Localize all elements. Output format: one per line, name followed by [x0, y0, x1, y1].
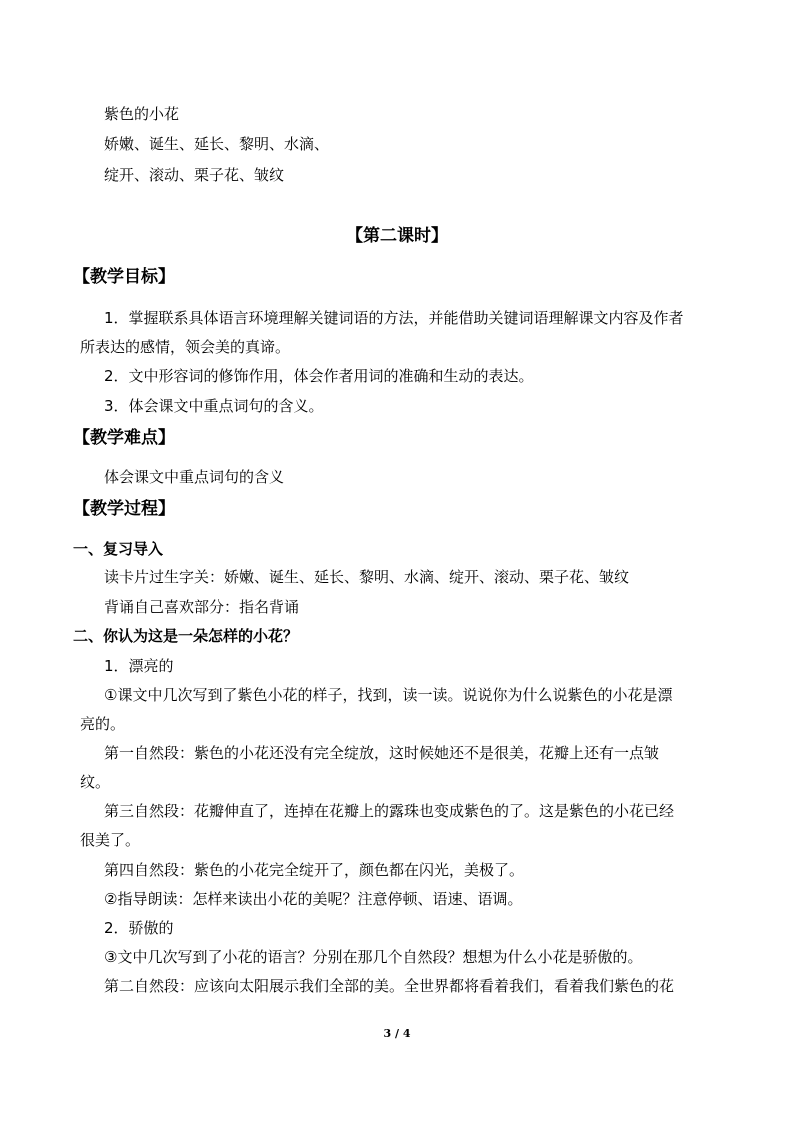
step-2-line-11: ③文中几次写到了小花的语言？分别在那几个自然段？想想为什么小花是骄傲的。	[104, 948, 643, 966]
step-2-heading: 二、你认为这是一朵怎样的小花？	[73, 627, 299, 645]
difficulty-heading: 【教学难点】	[73, 428, 175, 448]
objectives-heading: 【教学目标】	[73, 267, 175, 287]
vocab-line-2: 绽开、滚动、栗子花、皱纹	[104, 166, 285, 184]
step-2-line-4: 第一自然段：紫色的小花还没有完全绽放，这时候她还不是很美，花瓣上还有一点皱	[104, 744, 660, 762]
step-2-line-7: 很美了。	[80, 831, 141, 849]
process-heading: 【教学过程】	[73, 499, 175, 519]
step-2-line-9: ②指导朗读：怎样来读出小花的美呢？注意停顿、语速、语调。	[104, 890, 523, 908]
objective-1-line-2: 所表达的感情，领会美的真谛。	[80, 338, 291, 356]
step-2-line-10: 2．骄傲的	[104, 919, 174, 937]
step-2-line-1: 1．漂亮的	[104, 657, 174, 675]
vocab-title: 紫色的小花	[104, 105, 180, 123]
step-2-line-6: 第三自然段：花瓣伸直了，连掉在花瓣上的露珠也变成紫色的了。这是紫色的小花已经	[104, 802, 675, 820]
vocab-line-1: 娇嫩、诞生、延长、黎明、水滴、	[104, 135, 330, 153]
difficulty-text: 体会课文中重点词句的含义	[104, 468, 285, 486]
objective-3: 3．体会课文中重点词句的含义。	[104, 397, 324, 415]
step-2-line-3: 亮的。	[80, 715, 126, 733]
step-2-line-8: 第四自然段：紫色的小花完全绽开了，颜色都在闪光，美极了。	[104, 861, 525, 879]
step-2-line-12: 第二自然段：应该向太阳展示我们全部的美。全世界都将看着我们，看着我们紫色的花	[104, 977, 675, 995]
step-1-heading: 一、复习导入	[73, 540, 164, 558]
objective-1-line-1: 1．掌握联系具体语言环境理解关键词语的方法，并能借助关键词语理解课文内容及作者	[104, 309, 684, 327]
step-1-line-2: 背诵自己喜欢部分：指名背诵	[104, 598, 300, 616]
step-2-line-2: ①课文中几次写到了紫色小花的样子，找到，读一读。说说你为什么说紫色的小花是漂	[104, 686, 673, 704]
page-number: 3 / 4	[383, 1027, 411, 1040]
objective-2: 2．文中形容词的修饰作用，体会作者用词的准确和生动的表达。	[104, 367, 534, 385]
lesson-title: 【第二课时】	[346, 226, 448, 246]
step-1-line-1: 读卡片过生字关：娇嫩、诞生、延长、黎明、水滴、绽开、滚动、栗子花、皱纹	[104, 568, 630, 586]
step-2-line-5: 纹。	[80, 773, 111, 791]
